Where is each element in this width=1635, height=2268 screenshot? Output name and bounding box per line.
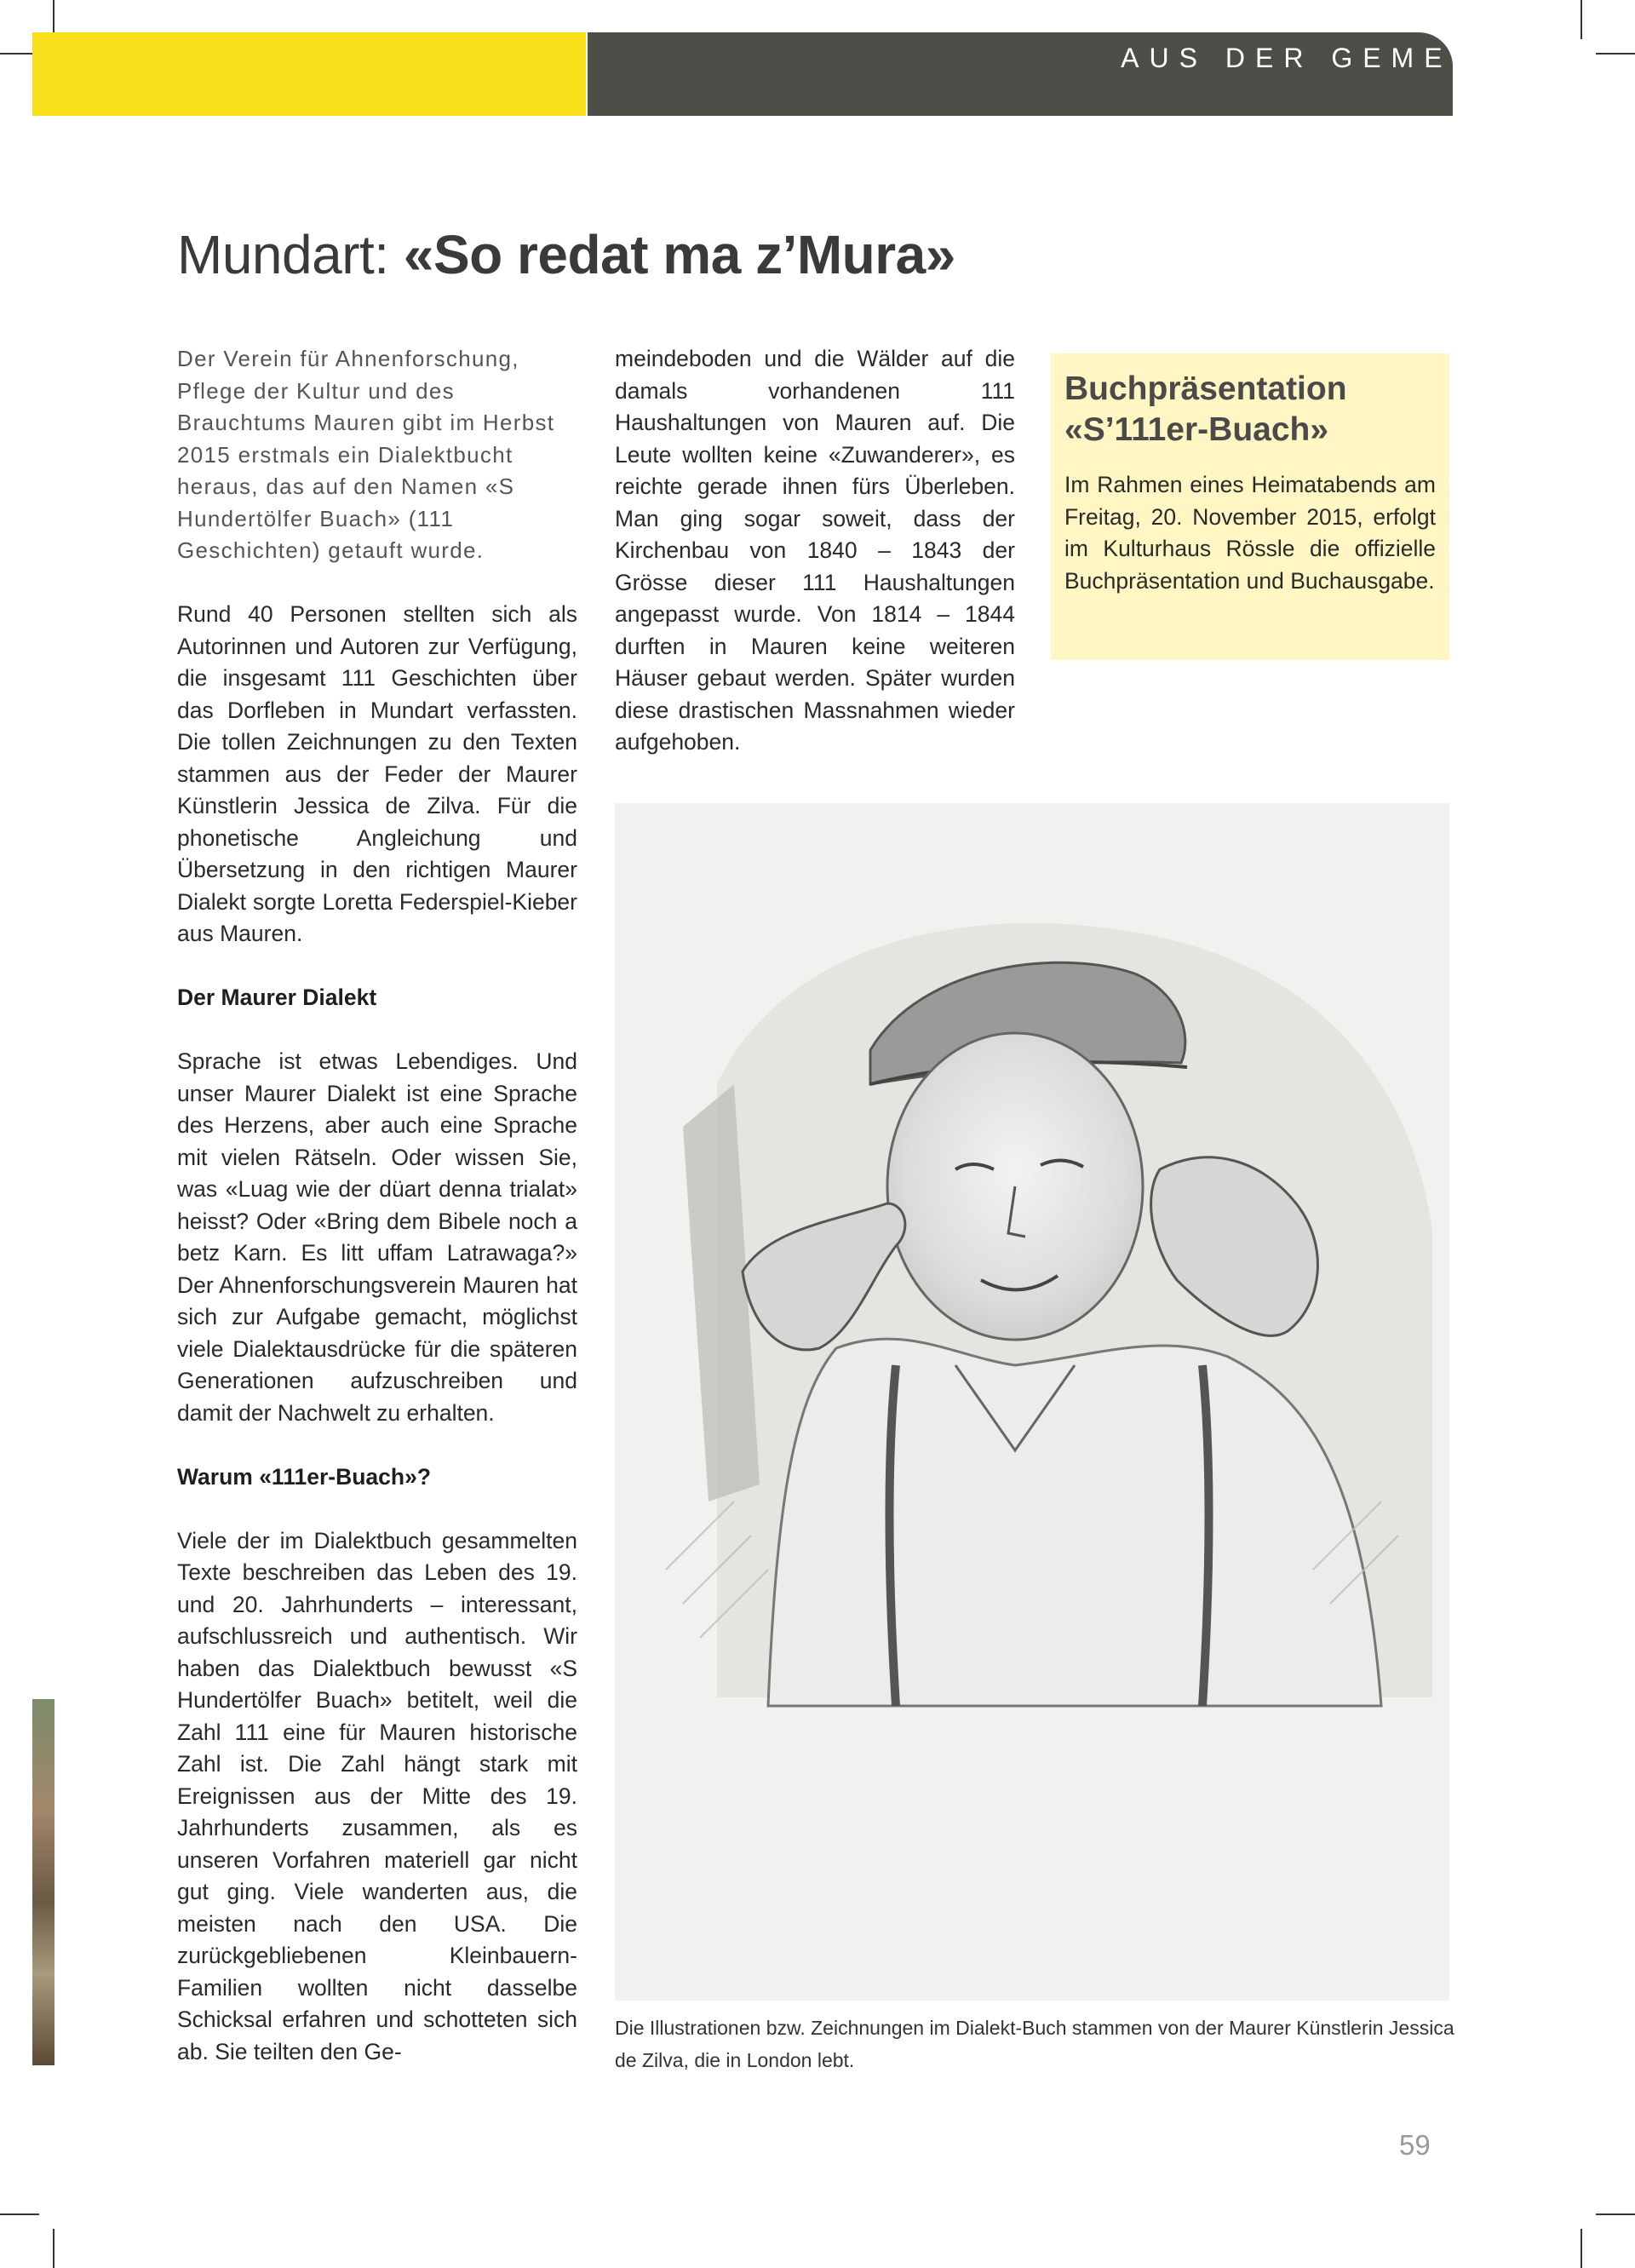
side-photo-strip <box>32 1699 54 2065</box>
lead-paragraph: Der Verein für Ahnenforschung, Pflege der Kultur und des Brauchtums Mauren gibt im Herbst 2015 erstmals ein Dialektbucht heraus, das auf den Namen «S Hundertölfer Buach» (111 Geschichten) getauft wurde. <box>177 346 555 563</box>
article-title <box>177 223 955 286</box>
pencil-sketch-man-with-cap <box>615 803 1449 2001</box>
info-box-text: Im Rahmen eines Heimatabends am Freitag, 20. November 2015, erfolgt im Kulturhaus Rössle die offizielle Buchpräsentation und Buchausgabe. <box>1064 472 1436 594</box>
title-prefix: Mundart: <box>177 224 389 285</box>
info-box-title: Buchpräsentation «S’111er-Buach» <box>1064 370 1347 448</box>
body-paragraph: Sprache ist etwas Lebendiges. Und unser Maurer Dialekt ist eine Sprache des Herzens, aber auch eine Sprache mit vielen Rätseln. Oder wissen Sie, was «Luag wie der düart denna trialat» heisst? Oder «Bring dem Bibele noch a betz Karn. Es litt uffam Latrawaga?» Der Ahnenforschungsverein Mauren hat sich zur Aufgabe gemacht, möglichst viele Dialektausdrücke für die späteren Generationen aufzuschreiben und damit der Nachwelt zu erhalten. <box>177 1048 577 1426</box>
body-paragraph: Viele der im Dialektbuch gesammelten Texte beschreiben das Leben des 19. und 20. Jahrhunderts – interessant, aufschlussreich und authentisch. Wir haben das Dialektbuch bewusst «S Hundertölfer Buach» betitelt, weil die Zahl 111 eine für Mauren historische Zahl ist. Die Zahl hängt stark mit Ereignissen aus der Mitte des 19. Jahrhunderts zusammen, als es unseren Vorfahren materiell gar nicht gut ging. Viele wanderten aus, die meisten nach den USA. Die zurückgebliebenen Kleinbauern-Familien wollten nicht dasselbe Schicksal erfahren und schotteten sich ab. Sie teilten den Ge- <box>177 1527 577 2064</box>
body-paragraph: Rund 40 Personen stellten sich als Autorinnen und Autoren zur Verfügung, die insgesamt 111 Geschichten über das Dorfleben in Mundart verfassten. Die tollen Zeichnungen zu den Texten stammen aus der Feder der Maurer Künstlerin Jessica de Zilva. Für die phonetische Angleichung und Übersetzung in den richtigen Maurer Dialekt sorgte Loretta Federspiel-Kieber aus Mauren. <box>177 601 577 946</box>
body-paragraph: meindeboden und die Wälder auf die damals vorhandenen 111 Haushaltungen von Mauren auf. Die Leute wollten keine «Zuwanderer», es reichte gerade ihnen fürs Überleben. Man ging sogar soweit, dass der Kirchenbau von 1840 – 1843 der Grösse dieser 111 Haushaltungen angepasst wurde. Von 1814 – 1844 durften in Mauren keine weiteren Häuser gebaut werden. Später wurden diese drastischen Massnahmen wieder aufgehoben. <box>615 346 1015 755</box>
crop-mark <box>53 2229 54 2268</box>
title-main: «So redat ma z’Mura» <box>403 224 955 285</box>
crop-mark <box>0 2213 39 2215</box>
crop-mark <box>1580 0 1582 39</box>
figure-caption: Die Illustrationen bzw. Zeichnungen im Dialekt-Buch stammen von der Maurer Künstlerin Jessica de Zilva, die in London lebt. <box>615 2017 1454 2071</box>
header-yellow-block <box>32 32 586 116</box>
subheading: Warum «111er-Buach»? <box>177 1463 432 1490</box>
info-box <box>1051 353 1449 660</box>
text-column-middle <box>615 343 1015 790</box>
text-column-left <box>177 343 577 2100</box>
crop-mark <box>1596 2213 1635 2215</box>
crop-mark <box>1596 53 1635 55</box>
section-label: AUS DER GEMEINDE <box>1121 43 1558 73</box>
subheading: Der Maurer Dialekt <box>177 985 377 1010</box>
page-number: 59 <box>1399 2129 1431 2161</box>
crop-mark <box>1580 2229 1582 2268</box>
sketch-illustration <box>615 803 1449 2001</box>
